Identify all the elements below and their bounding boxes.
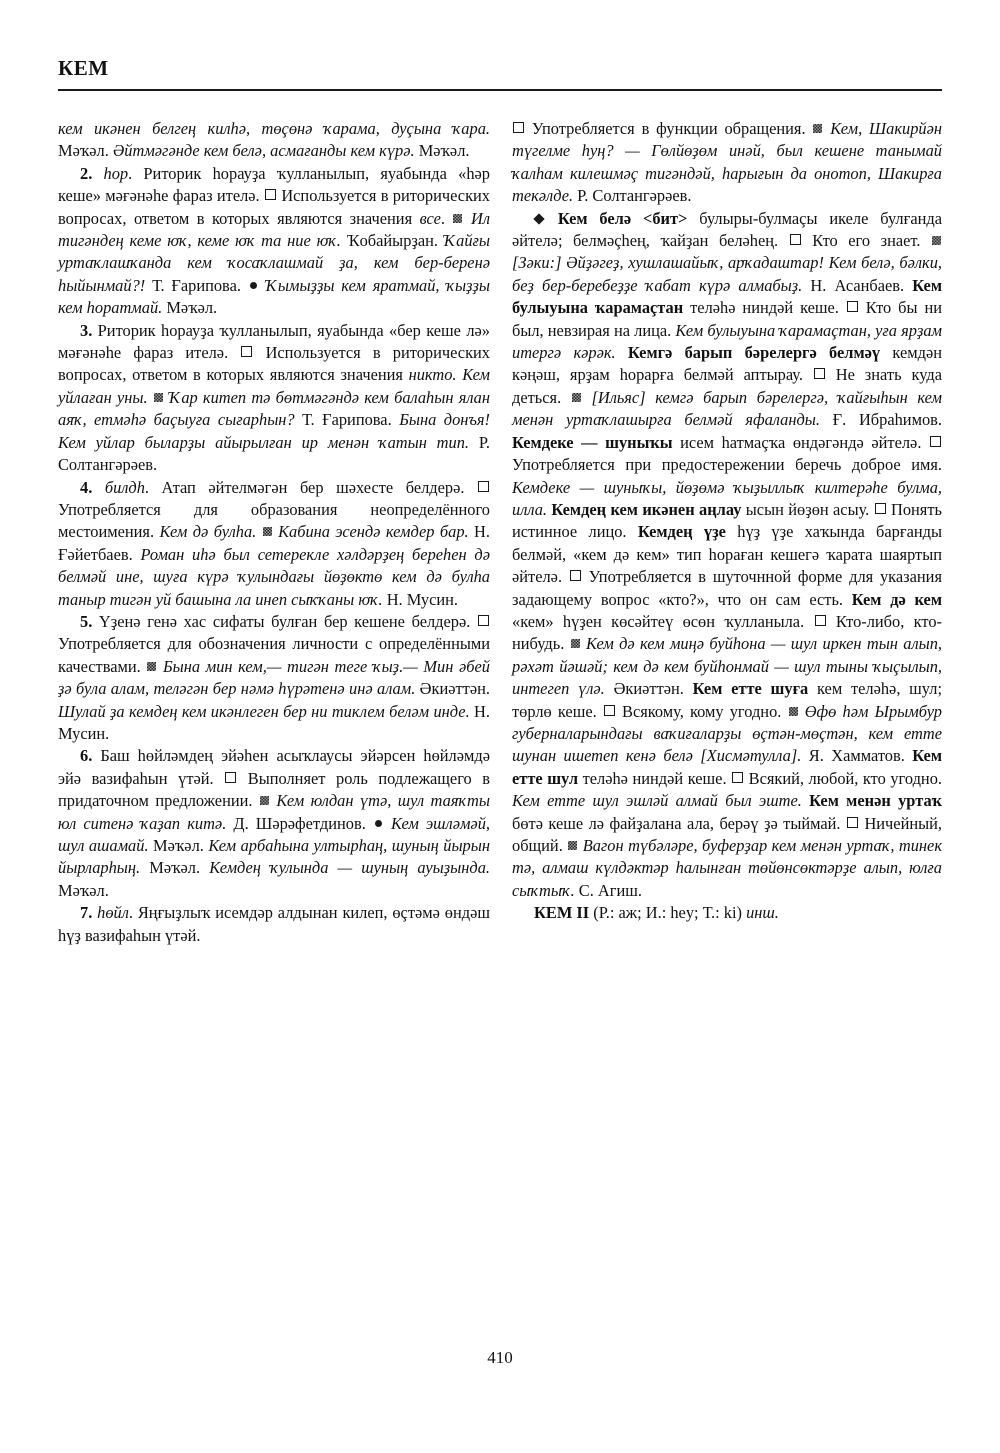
text-run: Не знать куда деться. bbox=[512, 365, 942, 407]
text-run: Кто бы ни был, невзирая на лица. bbox=[512, 298, 943, 340]
text-run: . bbox=[440, 208, 453, 228]
open-square-icon bbox=[875, 503, 886, 514]
entry-paragraph-sense-7-tail bbox=[512, 118, 942, 208]
italic-run: һор bbox=[92, 163, 129, 183]
bold-run: 2. bbox=[80, 163, 93, 183]
text-run: (Р.: аж; И.: hey; Т.: ki) bbox=[589, 903, 747, 923]
filled-square-icon bbox=[147, 662, 156, 671]
entry-paragraph-entry-kem-2 bbox=[512, 902, 942, 924]
text-run: Риторик һорауҙа ҡулланылып, яуабында «бер кеше лә» мәғәнәһе фараз ителә. bbox=[58, 320, 490, 363]
open-square-icon bbox=[790, 234, 801, 245]
text-run: Н. Асанбаев. bbox=[802, 275, 913, 295]
text-run: Р. Солтангәрәев. bbox=[573, 186, 692, 206]
text-run: . Атап әйтелмәгән бер шәхесте белдерә. bbox=[144, 477, 477, 497]
text-run: . Риторик һорауҙа ҡулланылып, яуабында «һәр кеше» мәғәнәһе фараз ителә. bbox=[58, 163, 490, 206]
italic-run: Кемдең ҡулында — шуның ауыҙында. bbox=[209, 858, 490, 878]
text-run: Әкиәттән. bbox=[604, 679, 693, 699]
text-run: Н. Мусин. bbox=[58, 701, 490, 743]
text-run: Мәҡәл. bbox=[148, 836, 209, 855]
open-square-icon bbox=[814, 368, 825, 379]
text-run: теләһә ниндәй кеше. bbox=[683, 298, 846, 318]
entry-paragraph-sense-4 bbox=[58, 477, 490, 611]
italic-run: Бына мин кем,— тигән теге ҡыҙ.— Мин әбей ҙә була алам, теләгән бер нәмә һүрәтенә инә алам. bbox=[58, 656, 490, 699]
open-square-icon bbox=[241, 346, 252, 357]
bold-run: Кемдеке — шуныҡы bbox=[512, 432, 673, 452]
entry-paragraph-sense-6 bbox=[58, 745, 490, 902]
italic-run: Кабина эсендә кемдер бар. bbox=[272, 522, 469, 542]
italic-run: Кем юлдан үтә, шул таяҡты юл ситенә ҡаҙап китә. bbox=[58, 791, 490, 833]
text-run: Мәҡәл. bbox=[58, 141, 113, 161]
text-run: Ҡобайырҙан. bbox=[340, 231, 444, 251]
text-run: Баш һөйләмдең эйәһен асыҡлаусы эйәрсен һөйләмдә эйә вазифаһын үтәй. bbox=[58, 746, 490, 788]
text-run: Кто его знает. bbox=[801, 231, 931, 251]
italic-run: Ҡайғы уртаҡлашҡанда кем ҡосаҡлашмай ҙа, кем бер-беренә һыйынмай?! bbox=[58, 231, 491, 295]
text-run: кем теләһә, шул; төрлө кеше. bbox=[512, 679, 943, 721]
italic-run: Кем, Шакирйән түгелме һуң? — Гөлйөҙөм инәй, был кешене танымай ҡалһам килешмәç тигәндәй, һарығын да онотоп, Шакирға текәлде. bbox=[512, 119, 942, 206]
italic-run: Өфө һәм Ырымбур губерналарындағы ваҡиғаларҙы өçтән-мөçтән, кем етте шунан ишетеп кенә белә [Хисмәтулла]. bbox=[512, 701, 942, 766]
filled-square-icon bbox=[813, 124, 822, 133]
text-run: Всякий, любой, кто угодно. bbox=[744, 768, 942, 788]
bold-run: Кемгә барып бәрелергә белмәү bbox=[627, 343, 881, 363]
bold-run: 6. bbox=[80, 746, 93, 766]
filled-square-icon bbox=[154, 393, 163, 402]
text-run: Мәҡәл. bbox=[58, 880, 109, 900]
open-square-icon bbox=[265, 189, 276, 200]
text-run: Мәҡәл. bbox=[140, 858, 210, 878]
text-run: Употребляется при предостережении беречь доброе имя. bbox=[512, 455, 942, 475]
text-run: Употребляется для обозначения личности с определёнными качествами. bbox=[58, 634, 490, 676]
italic-run: һөйл bbox=[92, 903, 129, 923]
text-run: булыры-булмаçы икеле булғанда әйтелә; белмәçһең, ҡайҙан беләһең. bbox=[512, 208, 942, 251]
italic-run: [Зәки:] Әйҙәгеҙ, хушлашайыҡ, арҡадаштар! Кем белә, бәлки, беҙ бер-беребеҙҙе ҡабат күрә алмабыҙ. bbox=[512, 253, 942, 295]
entry-paragraph-sense-2 bbox=[58, 163, 490, 320]
italic-run: Роман иһә был сетерекле хәлдәрҙең береһен дә белмәй ине, шуға күрә ҡулындағы йөҙөктө кем дә булһа таныр тигән уй башына ла инеп сыҡҡаны юҡ. bbox=[58, 544, 490, 609]
text-run: теләһә ниндәй кеше. bbox=[578, 768, 732, 788]
open-square-icon bbox=[225, 772, 236, 783]
bold-run: Кем менән уртаҡ bbox=[809, 791, 942, 811]
text-run: Выполняет роль подлежащего в придаточном предложении. bbox=[58, 768, 491, 811]
bold-run: Кем белә <бит> bbox=[546, 208, 688, 228]
header-rule bbox=[58, 89, 942, 91]
page-number: 410 bbox=[487, 1348, 513, 1367]
italic-run: все bbox=[419, 208, 441, 228]
bold-run: 4. bbox=[80, 477, 93, 497]
italic-run: Бына донъя! Кем уйлар быларҙы айырылған ир менән ҡатын тип. bbox=[58, 410, 490, 452]
italic-run: Кемдеке — шуныҡы, йөҙөмә ҡыҙыллыҡ килтерәһе булма, илла. bbox=[512, 477, 942, 519]
entry-paragraph-idiom-kem-bele-bit bbox=[512, 208, 942, 903]
open-square-icon bbox=[570, 570, 581, 581]
text-run: Я. Хамматов. bbox=[801, 746, 913, 766]
bold-run: Кемдең үҙе bbox=[637, 522, 726, 542]
text-run: Р. Солтангәрәев. bbox=[58, 432, 490, 475]
filled-square-icon bbox=[568, 841, 577, 850]
entry-paragraph-sense-7 bbox=[58, 902, 490, 947]
entry-paragraph-sense-5 bbox=[58, 611, 490, 745]
bold-run: Кемдең кем икәнен аңлау bbox=[551, 499, 742, 519]
text-run: Н. Ғәйетбаев. bbox=[58, 522, 490, 564]
filled-square-icon bbox=[263, 527, 272, 536]
text-run: кемдән кәңәш, ярҙам һорарға белмәй аптырау. bbox=[512, 343, 942, 385]
italic-run: билдһ bbox=[92, 477, 145, 497]
text-columns bbox=[58, 118, 942, 947]
italic-run: Кем булыуына ҡарамаçтан, уға ярҙам итергә кәрәк. bbox=[512, 320, 942, 363]
open-square-icon bbox=[847, 301, 858, 312]
text-run: Т. Ғарипова. bbox=[145, 275, 248, 295]
text-run: Үҙенә генә хас сифаты булған бер кешене белдерә. bbox=[92, 611, 477, 631]
open-square-icon bbox=[847, 817, 858, 828]
text-run: Используется в риторических вопросах, ответом в которых являются значения bbox=[58, 186, 491, 228]
text-run: Всякому, кому угодно. bbox=[615, 701, 788, 721]
text-run: Употребляется в функции обращения. bbox=[525, 119, 813, 138]
filled-square-icon bbox=[260, 796, 269, 805]
italic-run: Кем етте шул эшләй алмай был эште. bbox=[512, 791, 802, 811]
italic-run: Кем дә кем миңә буйһона — шул иркен тын алып, рәхәт йәшәй; кем дә кем буйһонмай — шул тыны ҡыçылып, интегеп үлә. bbox=[512, 634, 942, 699]
open-square-icon bbox=[732, 772, 743, 783]
italic-run: никто. Кем уйлаған уны. bbox=[58, 365, 490, 407]
text-run: Мәҡәл. bbox=[414, 141, 470, 161]
text-run: С. Агиш. bbox=[574, 880, 642, 900]
text-run bbox=[616, 343, 628, 362]
text-run: Употребляется для образования неопределённого местоимения. bbox=[58, 499, 490, 542]
italic-run: Вагон түбәләре, буферҙар кем менән уртаҡ, тинек тә, алмаш күлдәктәр һалынған төйөнсөктәрҙе алып, юлға сыҡтыҡ. bbox=[512, 836, 942, 900]
filled-square-icon bbox=[932, 236, 941, 245]
text-run: Мәҡәл. bbox=[162, 298, 218, 318]
open-square-icon bbox=[815, 615, 826, 626]
text-run: Ғ. Ибраһимов. bbox=[819, 410, 942, 430]
italic-run: Әйтмәгәнде кем белә, асмағанды кем күрә. bbox=[112, 141, 415, 161]
page-header bbox=[58, 58, 942, 91]
bullet-icon bbox=[375, 820, 382, 827]
open-square-icon bbox=[930, 436, 941, 447]
open-square-icon bbox=[478, 615, 489, 626]
bold-run: Кем булыуына ҡарамаçтан bbox=[512, 275, 942, 318]
open-square-icon bbox=[604, 705, 615, 716]
text-run: Используется в риторических вопросах, ответом в которых являются значения bbox=[58, 343, 490, 385]
text-run: ысын йөҙөн асыу. bbox=[741, 499, 874, 519]
left-column bbox=[58, 118, 490, 947]
diamond-icon bbox=[533, 213, 544, 224]
text-run: Понять истинное лицо. bbox=[512, 499, 942, 542]
text-run: Употребляется в шуточнной форме для указания задающему вопрос «кто?», что он сам есть. bbox=[512, 567, 942, 609]
entry-paragraph-sense-1-tail bbox=[58, 118, 490, 163]
open-square-icon bbox=[513, 122, 524, 133]
italic-run: Кем дә булһа. bbox=[159, 522, 257, 542]
text-run: Н. Мусин. bbox=[382, 589, 459, 609]
bold-run: Кем етте шул bbox=[512, 746, 942, 788]
bold-run: 3. bbox=[80, 320, 93, 340]
open-square-icon bbox=[478, 481, 489, 492]
text-run: бөтә кеше лә файҙалана ала, берәү ҙә тыймай. bbox=[512, 813, 846, 833]
text-run: Әкиәттән. bbox=[415, 679, 490, 699]
text-run bbox=[148, 388, 153, 407]
bullet-icon bbox=[250, 282, 257, 289]
italic-run: [Ильяс] кемгә барып бәрелергә, ҡайғыһын кем менән уртаҡлашырға белмәй яфаланды. bbox=[512, 387, 942, 430]
bold-run: 7. bbox=[80, 903, 93, 923]
running-head: КЕМ bbox=[58, 56, 109, 80]
filled-square-icon bbox=[572, 393, 581, 402]
text-run: Кто-либо, кто-нибудь. bbox=[512, 611, 942, 654]
italic-run: Ил тигәндең кеме юҡ, кеме юҡ та ние юҡ. bbox=[58, 208, 490, 251]
text-run: Т. Ғарипова. bbox=[294, 410, 400, 430]
text-run: Д. Шәрәфетдинов. bbox=[226, 813, 373, 833]
bold-run: 5. bbox=[80, 611, 93, 631]
text-run: һүҙ үҙе хаҡында барғанды белмәй, «кем дә кем» тип һораған кешегә ҡарата шаяртып әйтелә. bbox=[512, 522, 942, 587]
right-column bbox=[512, 118, 942, 947]
italic-run: инш. bbox=[746, 903, 779, 923]
italic-run: Шулай ҙа кемдең кем икәнлеген бер ни тиклем беләм инде. bbox=[58, 701, 470, 721]
filled-square-icon bbox=[571, 639, 580, 648]
bold-run: КЕМ II bbox=[534, 903, 590, 923]
filled-square-icon bbox=[453, 214, 462, 223]
text-run: исем һатмаçҡа өндәгәндә әйтелә. bbox=[672, 432, 929, 452]
text-run: Ничейный, общий. bbox=[512, 813, 942, 855]
bold-run: Кем дә кем bbox=[851, 589, 942, 609]
filled-square-icon bbox=[789, 707, 798, 716]
italic-run: Кем арбаһына ултырһаң, шуның йырын йырларһың. bbox=[58, 836, 490, 878]
italic-run: кем икәнен белгең килһә, төçөнә ҡарама, дуçына ҡара. bbox=[58, 119, 490, 138]
text-run: «кем» һүҙен көсәйтеү өсөн ҡулланыла. bbox=[512, 611, 814, 631]
text-run bbox=[256, 522, 261, 541]
italic-run: Ҡымыҙҙы кем яратмай, ҡыҙҙы кем һоратмай. bbox=[58, 275, 490, 318]
italic-run: Кем эшләмәй, шул ашамай. bbox=[58, 813, 490, 855]
entry-paragraph-sense-3 bbox=[58, 320, 490, 477]
italic-run: Ҡар китеп тә бөтмәгәндә кем балаһын ялан аяҡ, етмәһә баçыуға сығарһын? bbox=[58, 387, 491, 430]
bold-run: Кем етте шуға bbox=[692, 679, 809, 699]
text-run: . Яңғыҙлыҡ исемдәр алдынан килеп, өçтәмә өндәш һүҙ вазифаһын үтәй. bbox=[58, 903, 490, 945]
